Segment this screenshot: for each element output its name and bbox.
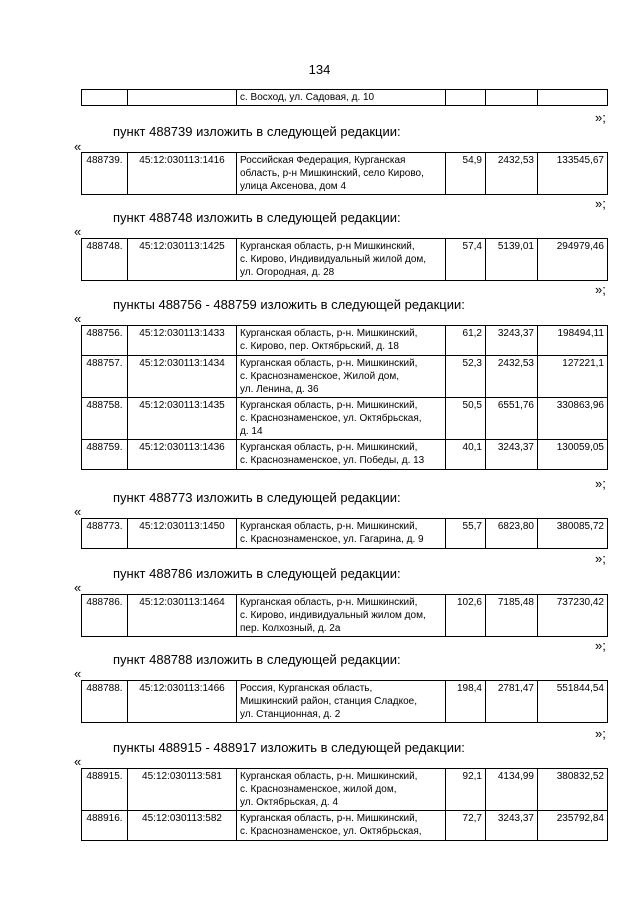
table-row — [82, 595, 608, 637]
section-table — [81, 238, 608, 281]
cell-cadastral — [128, 90, 237, 106]
section-instruction: пункты 488756 - 488759 изложить в следующей редакции: — [113, 297, 465, 312]
cell-value: 130059,05 — [538, 440, 608, 470]
cell-address: Россия, Курганская область, Мишкинский район, станция Сладкое, ул. Станционная, д. 2 — [237, 681, 446, 723]
closing-quote: »; — [595, 726, 606, 741]
section-instruction: пункт 488739 изложить в следующей редакции: — [113, 124, 401, 139]
cell-value: 133545,67 — [538, 153, 608, 195]
cell-address: Курганская область, р-н. Мишкинский, с. Краснознаменское, Жилой дом, ул. Ленина, д. 36 — [237, 356, 446, 398]
opening-quote: « — [74, 224, 82, 239]
table-row — [82, 769, 608, 811]
closing-quote: »; — [595, 551, 606, 566]
cell-cadastral: 45:12:030113:1466 — [128, 681, 237, 723]
section-table — [81, 768, 608, 841]
cell-rate: 5139,01 — [486, 239, 538, 281]
section-instruction: пункт 488748 изложить в следующей редакции: — [113, 210, 401, 225]
cell-area: 61,2 — [446, 326, 486, 356]
section-table — [81, 518, 608, 549]
cell-address: Курганская область, р-н. Мишкинский, с. Кирово, пер. Октябрьский, д. 18 — [237, 326, 446, 356]
closing-quote: »; — [595, 476, 606, 491]
section-table — [81, 325, 608, 470]
opening-quote: « — [74, 139, 82, 154]
cell-area: 40,1 — [446, 440, 486, 470]
cell-address: Курганская область, р-н. Мишкинский, с. Кирово, индивидуальный жилом дом, пер. Колхозный, д. 2а — [237, 595, 446, 637]
cell-number: 488758. — [82, 398, 128, 440]
cell-area: 54,9 — [446, 153, 486, 195]
cell-number: 488915. — [82, 769, 128, 811]
opening-quote: « — [74, 754, 82, 769]
cell-value: 330863,96 — [538, 398, 608, 440]
cell-area: 72,7 — [446, 811, 486, 841]
table-row — [82, 356, 608, 398]
section-table — [81, 594, 608, 637]
cell-value: 737230,42 — [538, 595, 608, 637]
table-row — [82, 681, 608, 723]
cell-number: 488759. — [82, 440, 128, 470]
section-table — [81, 680, 608, 723]
cell-rate: 6823,80 — [486, 519, 538, 549]
cell-address: Курганская область, р-н. Мишкинский, с. Краснознаменское, ул. Гагарина, д. 9 — [237, 519, 446, 549]
cell-area — [446, 90, 486, 106]
cell-number: 488786. — [82, 595, 128, 637]
cell-address: Курганская область, р-н. Мишкинский, с. Краснознаменское, жилой дом, ул. Октябрьская, д. 4 — [237, 769, 446, 811]
cell-rate: 6551,76 — [486, 398, 538, 440]
cell-address: Российская Федерация, Курганская область, р-н Мишкинский, село Кирово, улица Аксенова, дом 4 — [237, 153, 446, 195]
table-row — [82, 153, 608, 195]
cell-rate: 4134,99 — [486, 769, 538, 811]
section-instruction: пункты 488915 - 488917 изложить в следующей редакции: — [113, 740, 465, 755]
cell-value: 294979,46 — [538, 239, 608, 281]
cell-cadastral: 45:12:030113:1450 — [128, 519, 237, 549]
table-row — [82, 811, 608, 841]
cell-value: 198494,11 — [538, 326, 608, 356]
cell-number: 488757. — [82, 356, 128, 398]
section-instruction: пункт 488786 изложить в следующей редакции: — [113, 566, 401, 581]
cell-rate: 3243,37 — [486, 326, 538, 356]
cell-rate: 2432,53 — [486, 356, 538, 398]
cell-area: 55,7 — [446, 519, 486, 549]
opening-quote: « — [74, 504, 82, 519]
opening-quote: « — [74, 311, 82, 326]
cell-address: Курганская область, р-н Мишкинский, с. Кирово, Индивидуальный жилой дом, ул. Огородная, д. 28 — [237, 239, 446, 281]
cell-number: 488773. — [82, 519, 128, 549]
cell-cadastral: 45:12:030113:582 — [128, 811, 237, 841]
cell-rate: 3243,37 — [486, 811, 538, 841]
closing-quote: »; — [595, 638, 606, 653]
cell-value: 235792,84 — [538, 811, 608, 841]
page-number: 134 — [308, 62, 331, 77]
closing-quote: »; — [595, 196, 606, 211]
cell-rate: 2432,53 — [486, 153, 538, 195]
closing-quote: »; — [595, 110, 606, 125]
cell-cadastral: 45:12:030113:1416 — [128, 153, 237, 195]
cell-value: 551844,54 — [538, 681, 608, 723]
cell-area: 50,5 — [446, 398, 486, 440]
cell-address: Курганская область, р-н. Мишкинский, с. Краснознаменское, ул. Победы, д. 13 — [237, 440, 446, 470]
cell-area: 102,6 — [446, 595, 486, 637]
cell-address: с. Восход, ул. Садовая, д. 10 — [237, 90, 446, 106]
opening-quote: « — [74, 580, 82, 595]
cell-value: 380085,72 — [538, 519, 608, 549]
table-row — [82, 398, 608, 440]
cell-area: 198,4 — [446, 681, 486, 723]
table-row — [82, 440, 608, 470]
cell-area: 92,1 — [446, 769, 486, 811]
cell-cadastral: 45:12:030113:1434 — [128, 356, 237, 398]
cell-number — [82, 90, 128, 106]
cell-number: 488916. — [82, 811, 128, 841]
cell-cadastral: 45:12:030113:1435 — [128, 398, 237, 440]
cell-number: 488739. — [82, 153, 128, 195]
closing-quote: »; — [595, 282, 606, 297]
cell-address: Курганская область, р-н. Мишкинский, с. Краснознаменское, ул. Октябрьская, д. 14 — [237, 398, 446, 440]
cell-cadastral: 45:12:030113:1425 — [128, 239, 237, 281]
table-row — [82, 326, 608, 356]
cell-value — [538, 90, 608, 106]
cell-area: 57,4 — [446, 239, 486, 281]
table-row — [82, 90, 608, 106]
section-table — [81, 152, 608, 195]
cell-rate: 7185,48 — [486, 595, 538, 637]
cell-cadastral: 45:12:030113:1464 — [128, 595, 237, 637]
cell-rate — [486, 90, 538, 106]
cell-number: 488756. — [82, 326, 128, 356]
cell-area: 52,3 — [446, 356, 486, 398]
cell-cadastral: 45:12:030113:581 — [128, 769, 237, 811]
cell-address: Курганская область, р-н. Мишкинский, с. Краснознаменское, ул. Октябрьская, — [237, 811, 446, 841]
table-row — [82, 519, 608, 549]
table-row — [82, 239, 608, 281]
opening-quote: « — [74, 666, 82, 681]
cell-value: 380832,52 — [538, 769, 608, 811]
cell-cadastral: 45:12:030113:1436 — [128, 440, 237, 470]
cell-cadastral: 45:12:030113:1433 — [128, 326, 237, 356]
cell-value: 127221,1 — [538, 356, 608, 398]
carryover-table — [81, 89, 608, 106]
cell-number: 488748. — [82, 239, 128, 281]
section-instruction: пункт 488788 изложить в следующей редакции: — [113, 652, 401, 667]
section-instruction: пункт 488773 изложить в следующей редакции: — [113, 490, 401, 505]
cell-number: 488788. — [82, 681, 128, 723]
cell-rate: 3243,37 — [486, 440, 538, 470]
cell-rate: 2781,47 — [486, 681, 538, 723]
